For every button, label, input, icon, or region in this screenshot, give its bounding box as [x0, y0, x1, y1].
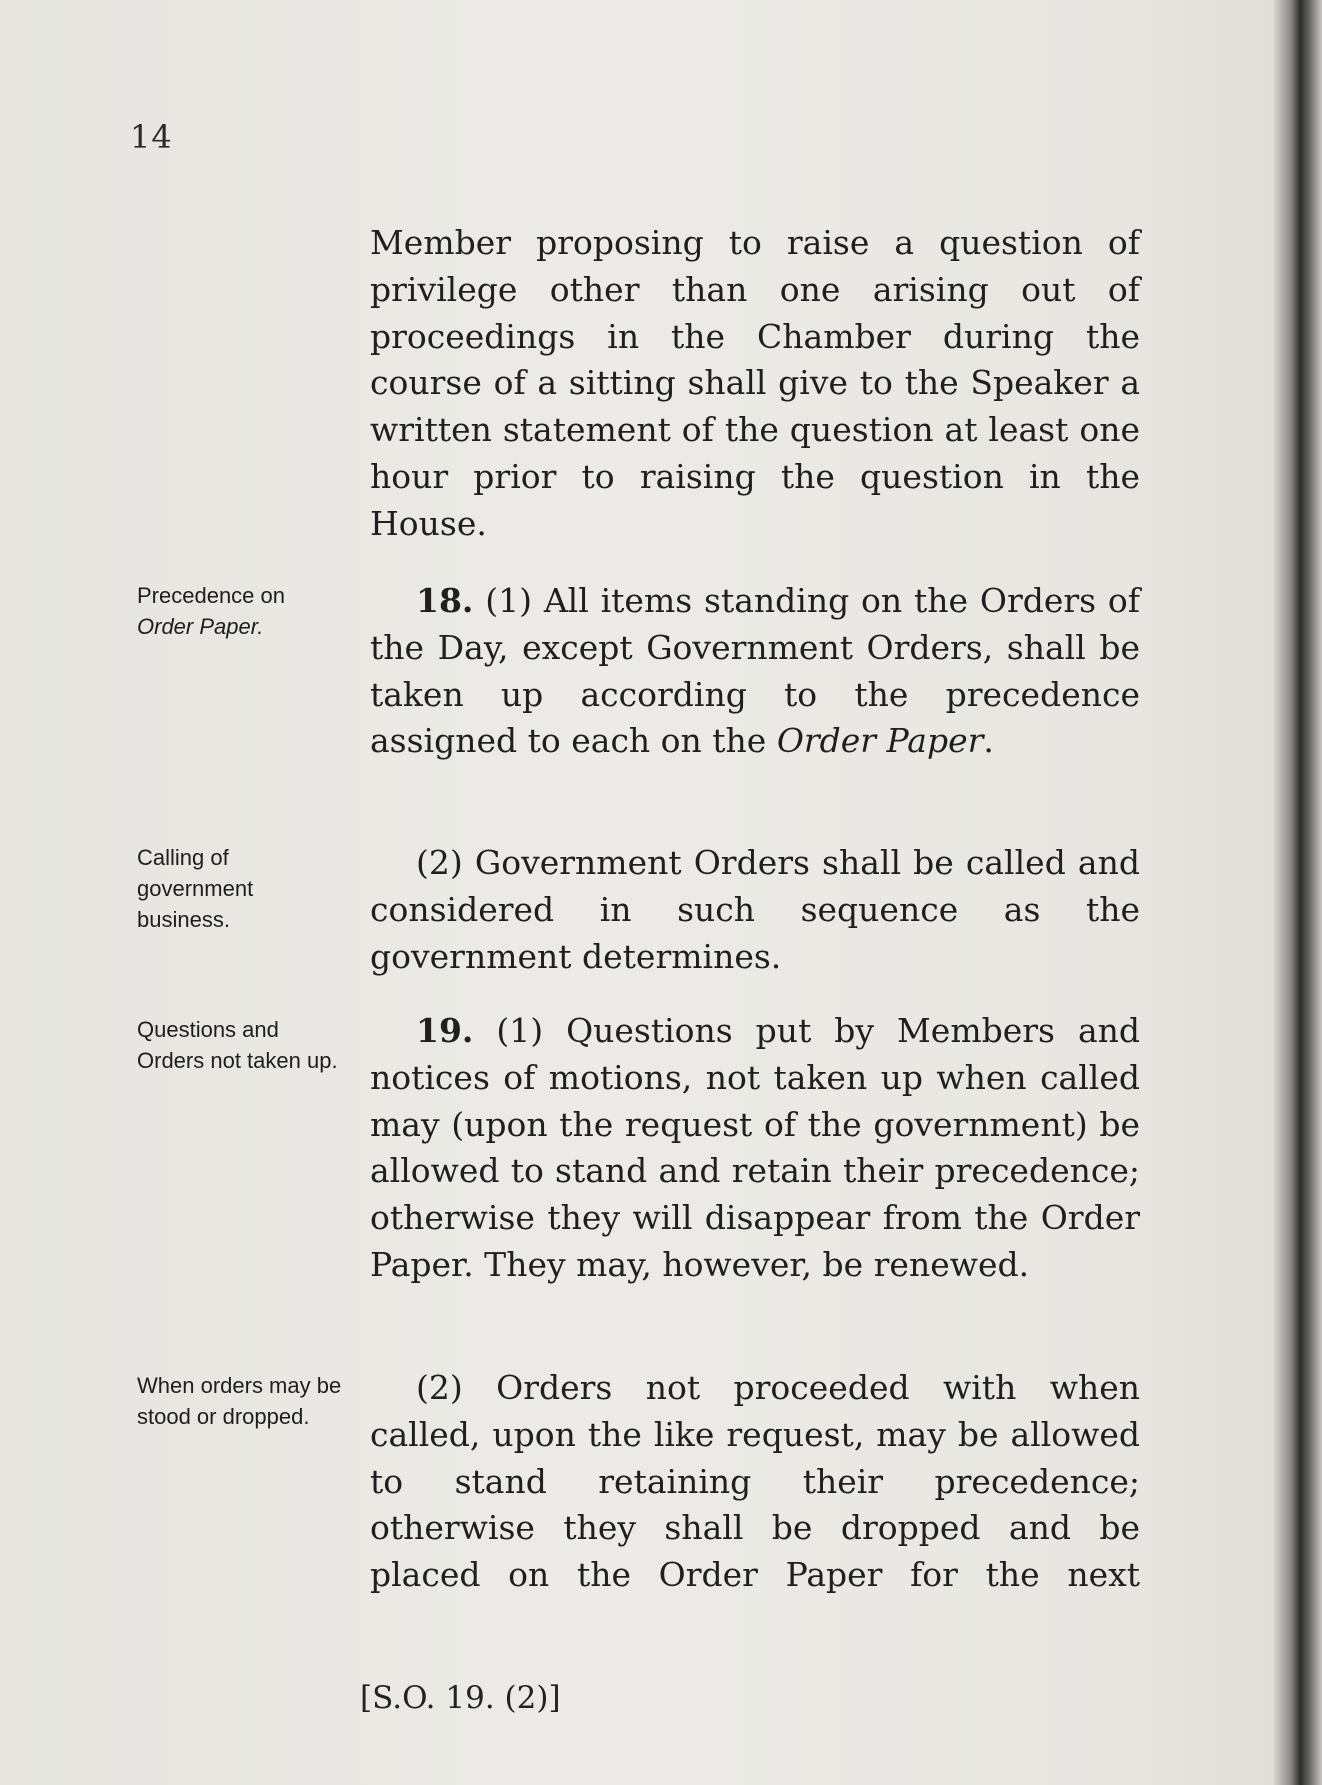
marginal-note-orders-stood-or-dropped: When orders may be stood or dropped.	[137, 1373, 342, 1429]
marginal-note-precedence	[137, 580, 347, 642]
section-number: 19.	[416, 1011, 474, 1050]
marginal-note-line: Precedence on	[137, 583, 285, 608]
paragraph-text: (2) Government Orders shall be called and considered in such sequence as the government determines.	[370, 843, 1140, 976]
standing-order-reference: [S.O. 19. (2)]	[360, 1680, 561, 1716]
paragraph-continuation	[370, 220, 1140, 548]
marginal-note-line: Order Paper.	[137, 614, 264, 639]
marginal-note-calling-government-business: Calling of government business.	[137, 845, 254, 932]
paragraph-text: (1) All items standing on the Orders of the Day, except Government Orders, shall be taken up according to the precedence assigned to each on the	[370, 581, 1140, 761]
paragraph-section-18-1	[370, 578, 1140, 765]
page-number: 14	[130, 118, 173, 156]
paragraph-text: (2) Orders not proceeded with when called, upon the like request, may be allowed to stand retaining their precedence; otherwise they shall be dropped and be placed on the Order Paper for the next	[370, 1368, 1140, 1595]
paragraph-section-18-2	[370, 840, 1140, 980]
paragraph-tail: .	[983, 721, 994, 761]
marginal-note-questions-not-taken-up: Questions and Orders not taken up.	[137, 1017, 338, 1073]
paragraph-emphasis: Order Paper	[776, 721, 984, 761]
book-binding-shadow	[1274, 0, 1322, 1785]
paragraph-text: (1) Questions put by Members and notices of motions, not taken up when called may (upon the request of the government) be allowed to stand and retain their precedence; otherwise they will disappear from the Order Paper. They may, however, be renewed.	[370, 1011, 1140, 1284]
paragraph-section-19-1	[370, 1008, 1140, 1289]
paragraph-text: Member proposing to raise a question of privilege other than one arising out of proceedings in the Chamber during the course of a sitting shall give to the Speaker a written statement of the question at least one hour prior to raising the question in the House.	[370, 223, 1140, 543]
paragraph-section-19-2	[370, 1365, 1140, 1599]
section-number: 18.	[416, 581, 474, 620]
